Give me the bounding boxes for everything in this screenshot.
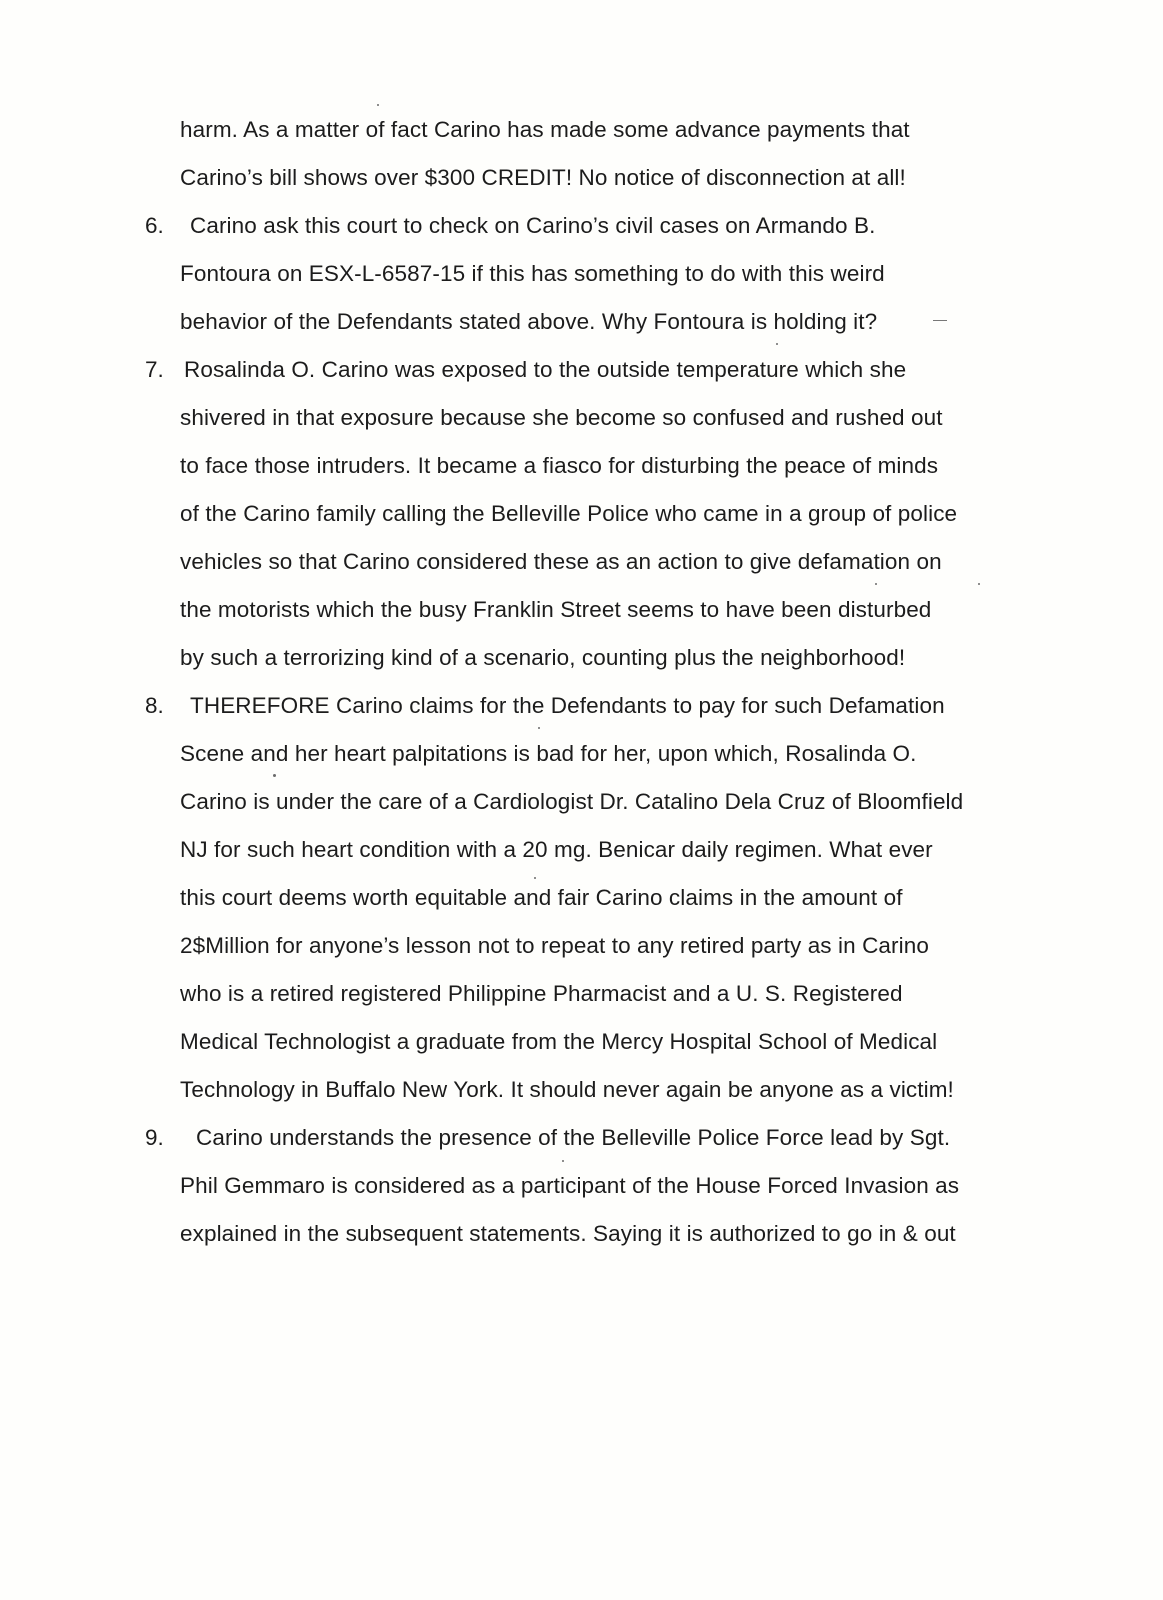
text-line: who is a retired registered Philippine Pharmacist and a U. S. Registered bbox=[180, 981, 903, 1006]
scan-speck bbox=[538, 727, 540, 729]
text-line: of the Carino family calling the Belleville Police who came in a group of police bbox=[180, 501, 958, 526]
text-line: Phil Gemmaro is considered as a participant of the House Forced Invasion as bbox=[180, 1173, 960, 1198]
text-line: Rosalinda O. Carino was exposed to the outside temperature which she bbox=[184, 357, 907, 382]
text-line: NJ for such heart condition with a 20 mg. Benicar daily regimen. What ever bbox=[180, 837, 933, 862]
text-line: behavior of the Defendants stated above. Why Fontoura is holding it? bbox=[180, 309, 878, 334]
scan-speck bbox=[534, 877, 536, 879]
scan-speck bbox=[273, 774, 276, 777]
text-line: Technology in Buffalo New York. It should never again be anyone as a victim! bbox=[180, 1077, 954, 1102]
text-line: the motorists which the busy Franklin Street seems to have been disturbed bbox=[180, 597, 932, 622]
text-line: Carino ask this court to check on Carino’s civil cases on Armando B. bbox=[190, 213, 876, 238]
text-line: explained in the subsequent statements. Saying it is authorized to go in & out bbox=[180, 1221, 956, 1246]
text-line: harm. As a matter of fact Carino has made some advance payments that bbox=[180, 117, 910, 142]
item-number: 6. bbox=[145, 213, 164, 238]
text-line: to face those intruders. It became a fiasco for disturbing the peace of minds bbox=[180, 453, 939, 478]
item-number: 7. bbox=[145, 357, 164, 382]
text-line: this court deems worth equitable and fair Carino claims in the amount of bbox=[180, 885, 903, 910]
scan-mark bbox=[933, 320, 947, 321]
scan-speck bbox=[377, 104, 379, 106]
text-line: Medical Technologist a graduate from the Mercy Hospital School of Medical bbox=[180, 1029, 938, 1054]
item-number: 9. bbox=[145, 1125, 164, 1150]
scan-speck bbox=[978, 583, 980, 585]
text-line: shivered in that exposure because she become so confused and rushed out bbox=[180, 405, 943, 430]
text-line: Scene and her heart palpitations is bad for her, upon which, Rosalinda O. bbox=[180, 741, 917, 766]
scan-speck bbox=[875, 583, 877, 585]
text-line: by such a terrorizing kind of a scenario, counting plus the neighborhood! bbox=[180, 645, 906, 670]
text-line: vehicles so that Carino considered these as an action to give defamation on bbox=[180, 549, 942, 574]
text-line: Carino’s bill shows over $300 CREDIT! No notice of disconnection at all! bbox=[180, 165, 906, 190]
item-number: 8. bbox=[145, 693, 164, 718]
text-line: Carino understands the presence of the Belleville Police Force lead by Sgt. bbox=[196, 1125, 951, 1150]
text-line: Fontoura on ESX-L-6587-15 if this has something to do with this weird bbox=[180, 261, 885, 286]
text-line: Carino is under the care of a Cardiologist Dr. Catalino Dela Cruz of Bloomfield bbox=[180, 789, 964, 814]
text-line: THEREFORE Carino claims for the Defendants to pay for such Defamation bbox=[190, 693, 945, 718]
text-line: 2$Million for anyone’s lesson not to repeat to any retired party as in Carino bbox=[180, 933, 929, 958]
scan-speck bbox=[562, 1160, 564, 1162]
scan-speck bbox=[776, 343, 778, 345]
